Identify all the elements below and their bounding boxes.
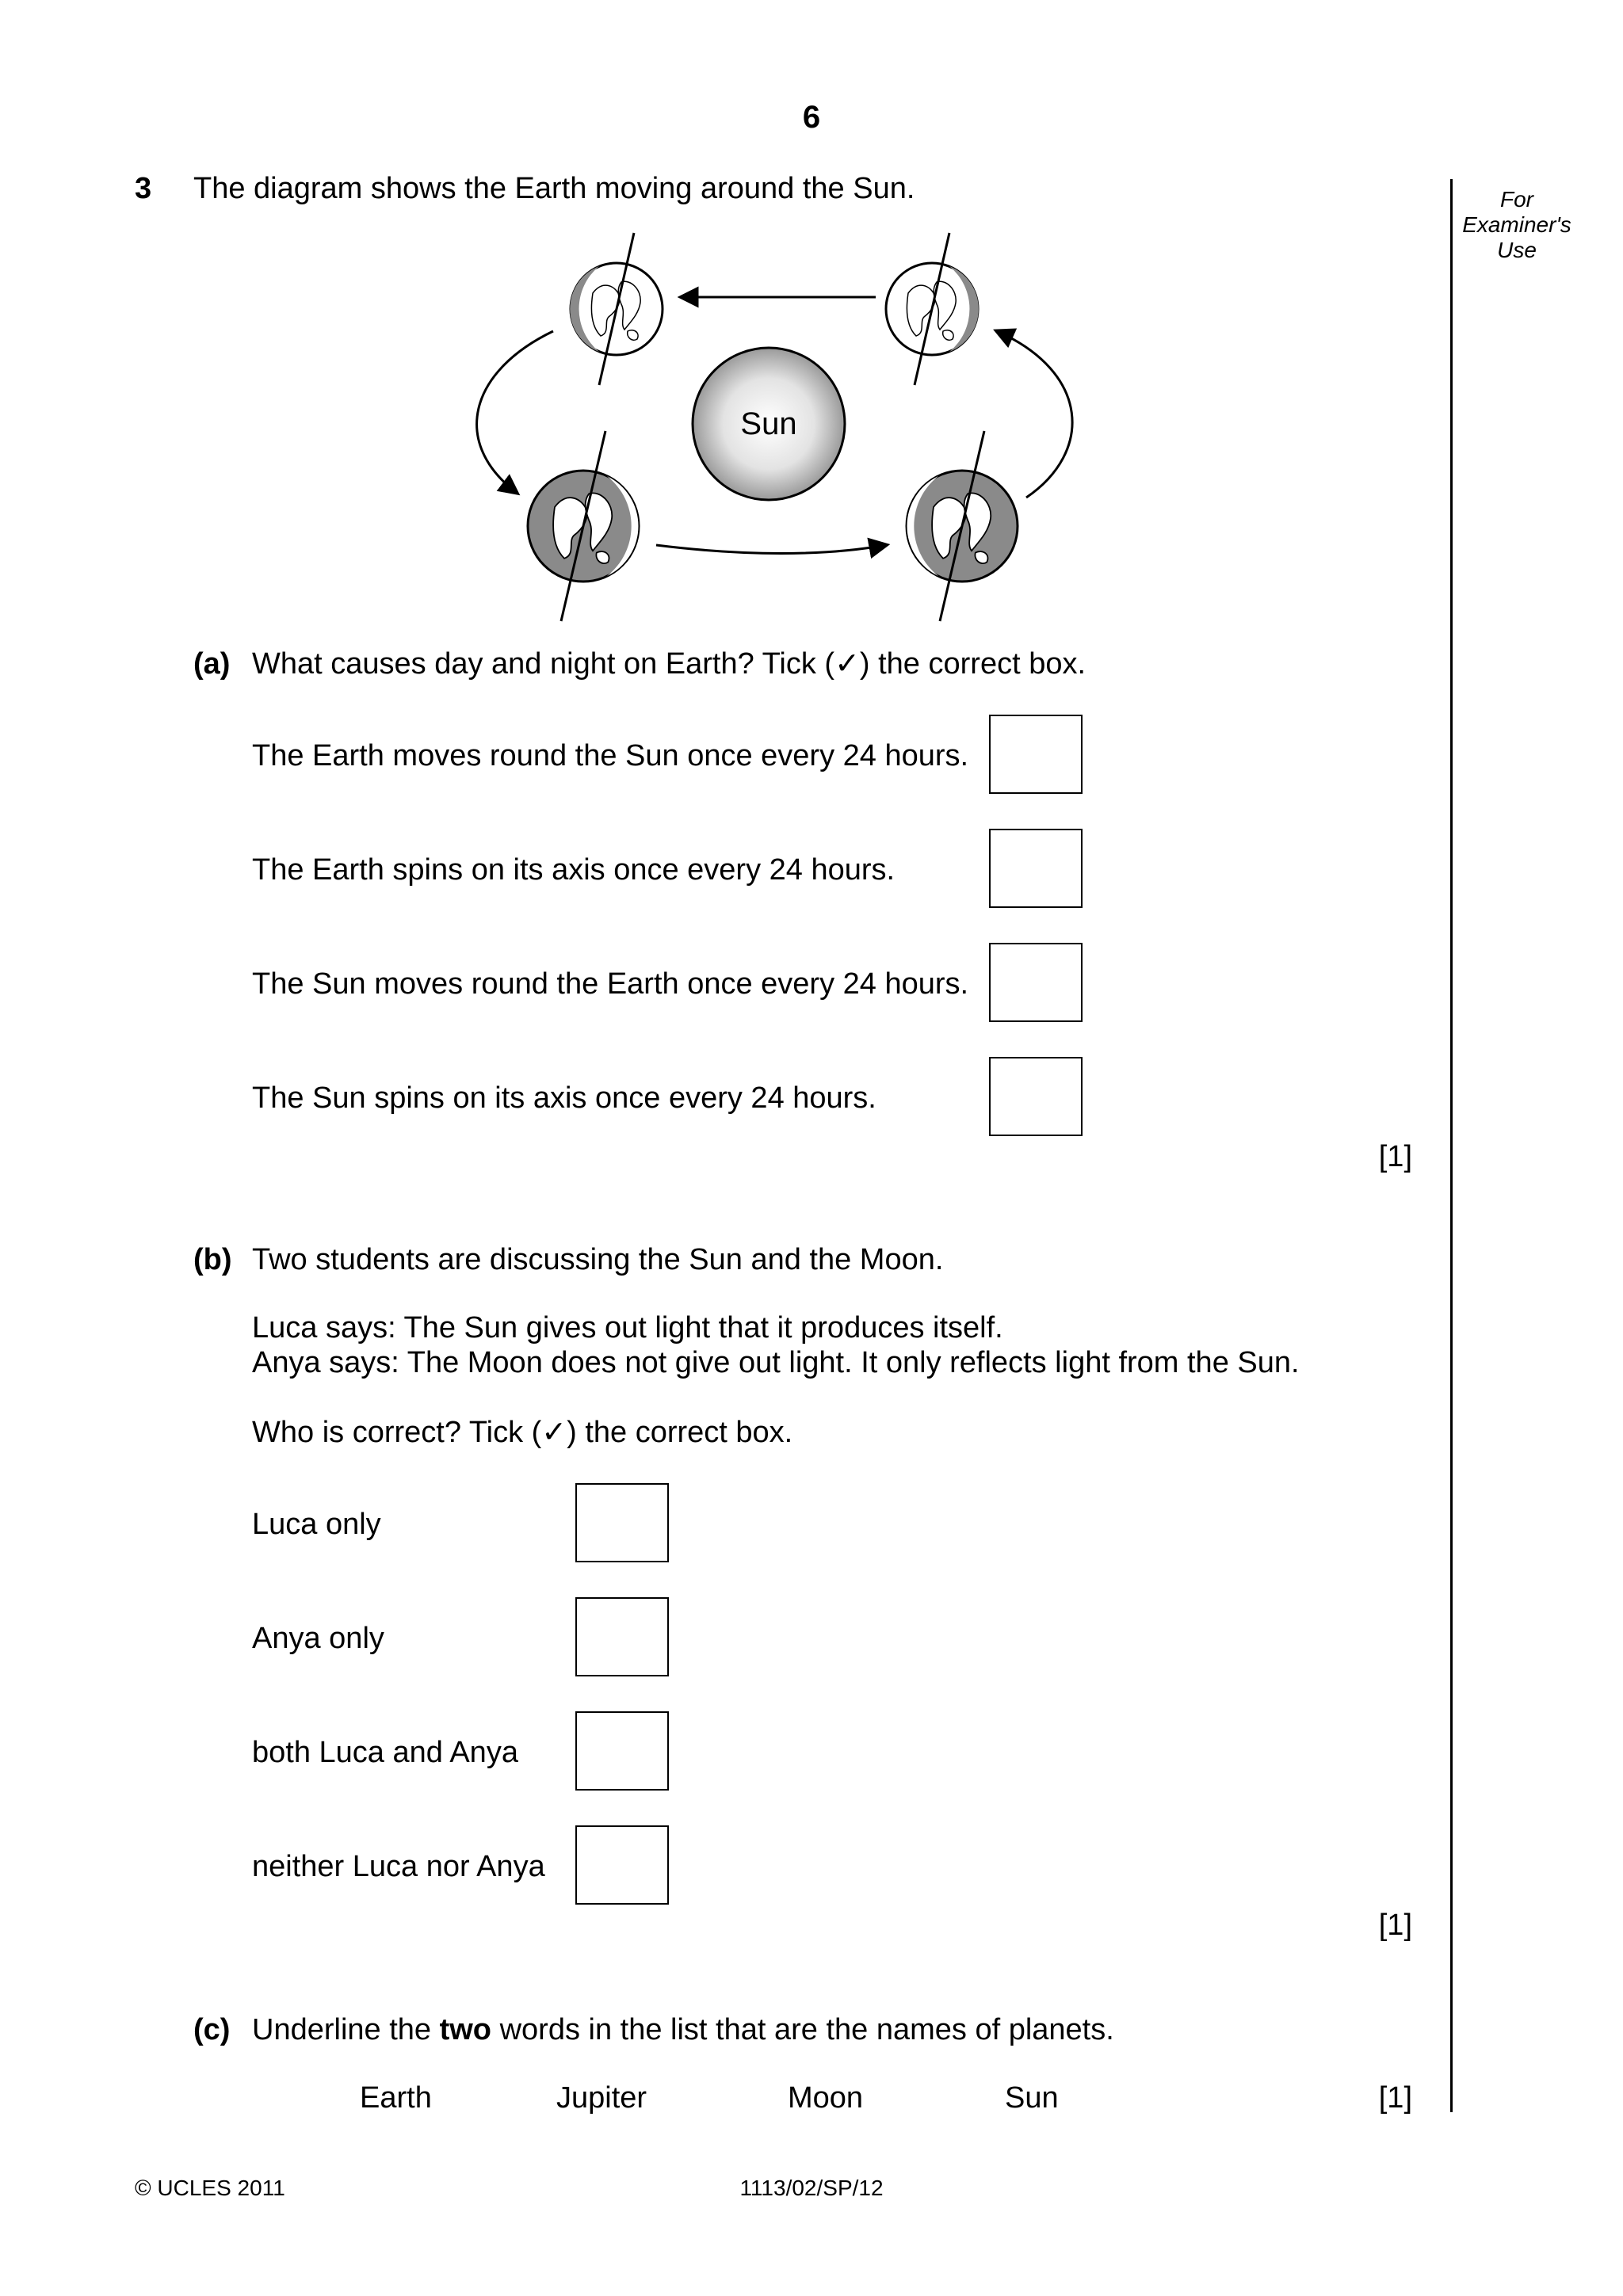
part-b-statement-anya: Anya says: The Moon does not give out light. It only reflects light from the Sun. bbox=[252, 1346, 1300, 1379]
earth-orbit-diagram bbox=[444, 230, 1094, 626]
part-c-label: (c) bbox=[193, 2013, 231, 2046]
question-intro: The diagram shows the Earth moving around the Sun. bbox=[193, 172, 915, 205]
part-b-statement-luca: Luca says: The Sun gives out light that it produces itself. bbox=[252, 1311, 1003, 1344]
part-a-option-3-label: The Sun moves round the Earth once every 24 hours. bbox=[252, 967, 969, 1001]
part-a-marks: [1] bbox=[1378, 1140, 1412, 1173]
part-c-prompt-emphasis: two bbox=[439, 2013, 492, 2046]
part-a-option-2-label: The Earth spins on its axis once every 24 hours. bbox=[252, 853, 896, 887]
part-a-option-1-label: The Earth moves round the Sun once every 24 hours. bbox=[252, 739, 969, 772]
part-b-option-2-label: Anya only bbox=[252, 1622, 384, 1655]
part-a-option-4-label: The Sun spins on its axis once every 24 hours. bbox=[252, 1081, 876, 1115]
part-a-option-4-tickbox[interactable] bbox=[989, 1057, 1083, 1136]
part-a-label: (a) bbox=[193, 647, 231, 681]
part-b-option-2-tickbox[interactable] bbox=[575, 1597, 669, 1676]
word-option-jupiter[interactable]: Jupiter bbox=[556, 2081, 647, 2115]
examiner-label-line2: Examiner's bbox=[1462, 212, 1571, 237]
part-b-question: Who is correct? Tick (✓) the correct box. bbox=[252, 1416, 793, 1449]
part-b-option-4-tickbox[interactable] bbox=[575, 1825, 669, 1905]
word-option-moon[interactable]: Moon bbox=[788, 2081, 864, 2115]
part-b-option-4-label: neither Luca nor Anya bbox=[252, 1850, 545, 1883]
word-option-earth[interactable]: Earth bbox=[360, 2081, 432, 2115]
part-c-marks: [1] bbox=[1378, 2081, 1412, 2115]
footer-copyright: © UCLES 2011 bbox=[135, 2176, 285, 2200]
earth-bottom-left-icon bbox=[528, 431, 639, 621]
part-b-prompt: Two students are discussing the Sun and the Moon. bbox=[252, 1243, 944, 1276]
part-a-option-3-tickbox[interactable] bbox=[989, 943, 1083, 1022]
orbit-arrow-right bbox=[997, 331, 1072, 498]
part-a-option-1-tickbox[interactable] bbox=[989, 715, 1083, 794]
examiner-margin-line bbox=[1450, 179, 1453, 2112]
part-b-marks: [1] bbox=[1378, 1909, 1412, 1942]
part-b-label: (b) bbox=[193, 1243, 232, 1276]
part-a-prompt: What causes day and night on Earth? Tick (✓) the correct box. bbox=[252, 647, 1086, 681]
part-b-option-1-tickbox[interactable] bbox=[575, 1483, 669, 1562]
earth-top-right-icon bbox=[886, 233, 979, 385]
part-b-option-3-tickbox[interactable] bbox=[575, 1711, 669, 1791]
part-a-option-2-tickbox[interactable] bbox=[989, 829, 1083, 908]
examiner-label-line1: For bbox=[1500, 187, 1533, 212]
word-option-sun[interactable]: Sun bbox=[1005, 2081, 1059, 2115]
earth-bottom-right-icon bbox=[907, 431, 1018, 621]
footer-paper-code: 1113/02/SP/12 bbox=[739, 2176, 884, 2200]
part-c-prompt-after: words in the list that are the names of planets. bbox=[491, 2013, 1114, 2046]
examiner-label-line3: Use bbox=[1497, 238, 1537, 262]
part-c-prompt-before: Underline the bbox=[252, 2013, 440, 2046]
page-number: 6 bbox=[802, 100, 821, 135]
part-c-prompt bbox=[252, 2012, 1114, 2047]
sun-label: Sun bbox=[740, 406, 797, 441]
orbit-arrow-bottom bbox=[656, 545, 886, 554]
question-number: 3 bbox=[135, 172, 152, 205]
orbit-arrow-left bbox=[477, 331, 553, 493]
part-b-option-1-label: Luca only bbox=[252, 1508, 381, 1541]
examiner-use-column-label bbox=[1447, 187, 1587, 263]
earth-top-left-icon bbox=[570, 233, 663, 385]
part-b-option-3-label: both Luca and Anya bbox=[252, 1736, 518, 1769]
